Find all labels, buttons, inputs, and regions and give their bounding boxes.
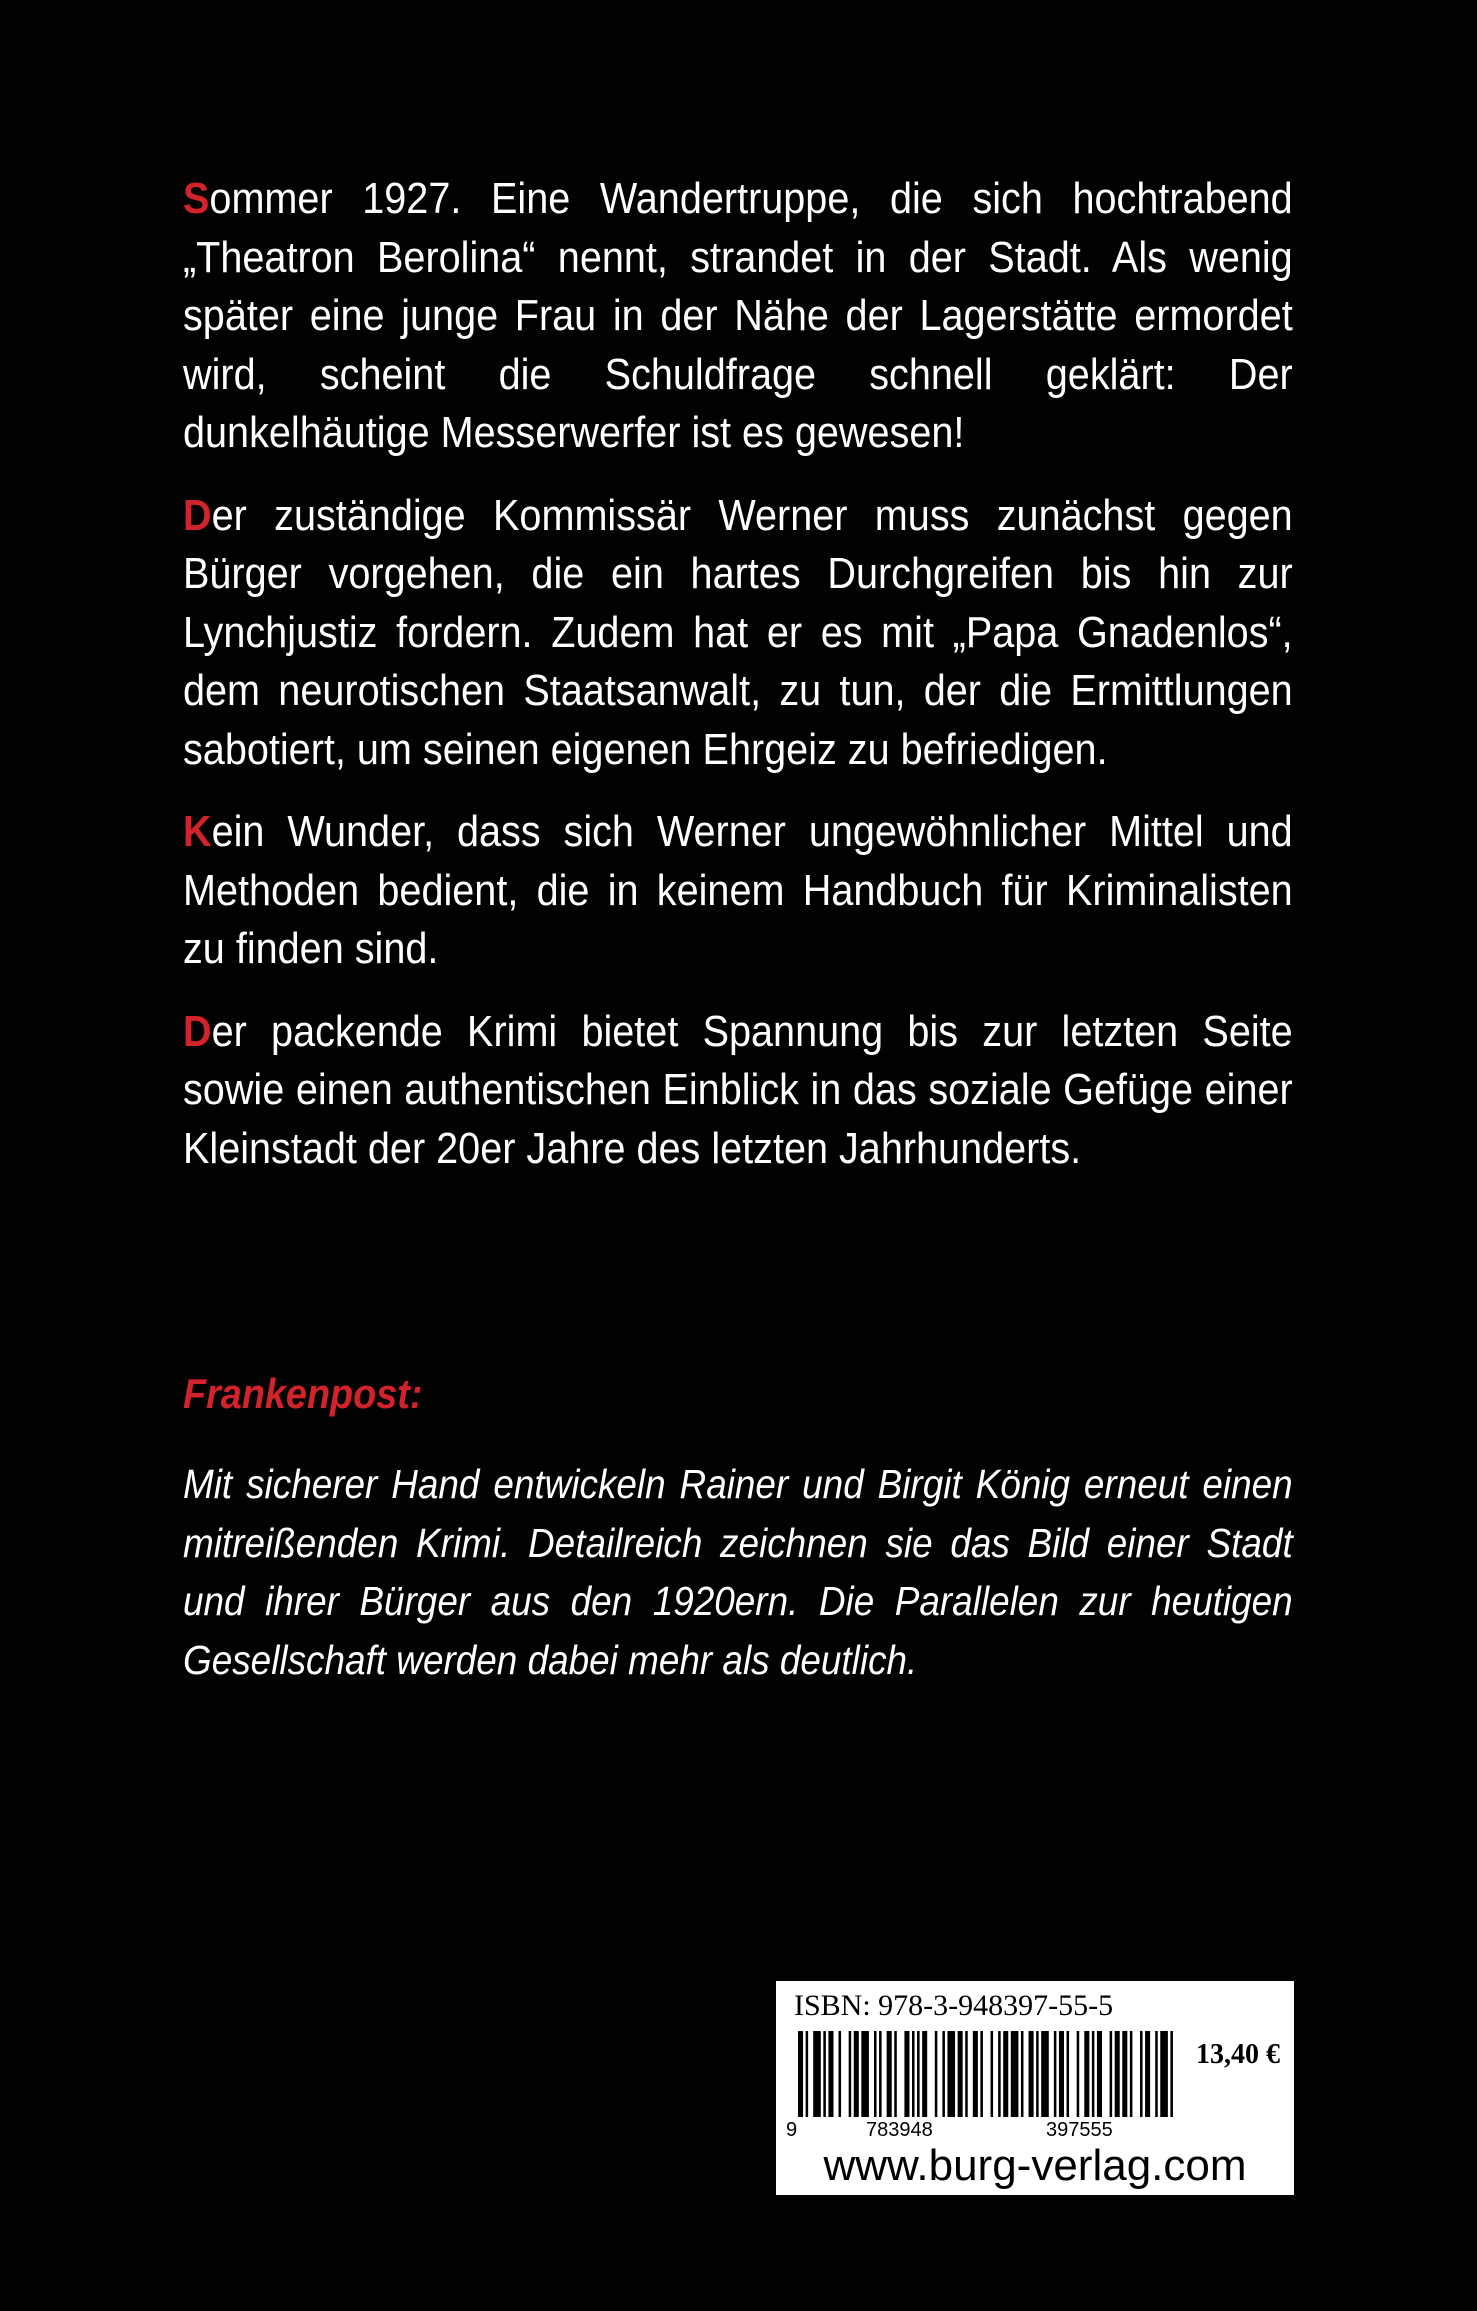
barcode-bar: [879, 2031, 882, 2117]
barcode-bar: [1130, 2031, 1133, 2117]
paragraph-text: ein Wunder, dass sich Werner ungewöhnlicher Mittel und Methoden bedient, die in keinem Handbuch für Kriminalisten zu finden sind.: [183, 807, 1293, 973]
price-label: 13,40 €: [1196, 2039, 1280, 2070]
review-quote: Mit sicherer Hand entwickeln Rainer und Birgit König erneut einen mitreißenden Krimi. Detailreich zeichnen sie das Bild einer Stadt und ihrer Bürger aus den 1920ern. Die Parallelen zur heutigen Gesellschaft werden dabei mehr als deutlich.: [183, 1461, 1293, 1683]
barcode-bar: [806, 2031, 809, 2117]
barcode-bar: [1059, 2031, 1064, 2117]
barcode-bar: [1160, 2031, 1168, 2117]
barcode-bar: [1170, 2031, 1173, 2117]
barcode-bar: [1054, 2031, 1057, 2117]
barcode-bar: [1155, 2031, 1158, 2117]
barcode-bar: [935, 2031, 938, 2117]
barcode-bar: [1077, 2031, 1080, 2117]
barcode-bar: [854, 2031, 859, 2117]
isbn-label: ISBN: 978-3-948397-55-5: [794, 1989, 1114, 2022]
barcode-bar: [798, 2031, 803, 2117]
barcode-bar: [1036, 2031, 1039, 2117]
barcode-bar: [894, 2031, 897, 2117]
barcode-bar: [947, 2031, 955, 2117]
barcode-digits-right: 397555: [1046, 2119, 1113, 2141]
barcode-bar: [1041, 2031, 1049, 2117]
barcode-box: [776, 1981, 1294, 2195]
blurb: [183, 170, 1293, 1202]
barcode-bar: [1145, 2031, 1150, 2117]
barcode-bar: [912, 2031, 915, 2117]
paragraph-text: ommer 1927. Eine Wandertruppe, die sich hochtrabend „Theatron Berolina“ nennt, strandet in der Stadt. Als wenig später eine junge Frau in der Nähe der Lagerstätte ermordet wird, scheint die Schuldfrage schnell geklärt: Der dunkelhäutige Messerwerfer ist es gewesen!: [183, 174, 1293, 457]
barcode-digit-lead: 9: [786, 2119, 798, 2141]
blurb-paragraph: [183, 487, 1293, 780]
barcode-bar: [1084, 2031, 1089, 2117]
blurb-paragraph: [183, 1003, 1293, 1179]
barcode-bars: [798, 2031, 1178, 2117]
barcode-digits-left: 783948: [866, 2119, 933, 2141]
barcode-bar: [1092, 2031, 1095, 2117]
barcode-bar: [958, 2031, 963, 2117]
barcode-bar: [998, 2031, 1001, 2117]
blurb-paragraph: [183, 803, 1293, 979]
drop-cap: D: [183, 1006, 212, 1056]
barcode-bar: [904, 2031, 909, 2117]
paragraph-text: er zuständige Kommissär Werner muss zunächst gegen Bürger vorgehen, die ein hartes Durchgreifen bis hin zur Lynchjustiz fordern. Zudem hat er es mit „Papa Gnadenlos“, dem neurotischen Staatsanwalt, zu tun, der die Ermittlungen sabotiert, um seinen eigenen Ehrgeiz zu befriedigen.: [183, 490, 1293, 774]
barcode-bar: [813, 2031, 821, 2117]
barcode-bar: [1140, 2031, 1143, 2117]
drop-cap: K: [183, 807, 212, 856]
barcode-bar: [874, 2031, 877, 2117]
barcode-bar: [861, 2031, 869, 2117]
review-source: Frankenpost:: [183, 1370, 423, 1417]
blurb-paragraph: [183, 170, 1293, 463]
barcode-bar: [887, 2031, 892, 2117]
paragraph-text: er packende Krimi bietet Spannung bis zur letzten Seite sowie einen authentischen Einblick in das soziale Gefüge einer Kleinstadt der 20er Jahre des letzten Jahrhunderts.: [183, 1006, 1293, 1173]
barcode-bar: [839, 2031, 842, 2117]
barcode-bar: [849, 2031, 852, 2117]
barcode-bar: [1011, 2031, 1019, 2117]
barcode-bar: [1097, 2031, 1102, 2117]
drop-cap: D: [183, 490, 212, 540]
barcode-bar: [1110, 2031, 1113, 2117]
barcode-bar: [917, 2031, 920, 2117]
barcode-bar: [980, 2031, 983, 2117]
drop-cap: S: [183, 174, 210, 223]
barcode-bar: [973, 2031, 978, 2117]
barcode-bar: [1067, 2031, 1070, 2117]
barcode-bar: [965, 2031, 968, 2117]
barcode-bar: [1021, 2031, 1024, 2117]
barcode-bar: [823, 2031, 826, 2117]
barcode-bar: [922, 2031, 927, 2117]
barcode-bar: [942, 2031, 945, 2117]
barcode-bar: [1115, 2031, 1120, 2117]
barcode-bar: [1003, 2031, 1008, 2117]
barcode-bar: [1029, 2031, 1034, 2117]
barcode-bar: [1122, 2031, 1127, 2117]
barcode-bar: [828, 2031, 833, 2117]
publisher-website: www.burg-verlag.com: [823, 2141, 1247, 2190]
barcode-bar: [991, 2031, 994, 2117]
